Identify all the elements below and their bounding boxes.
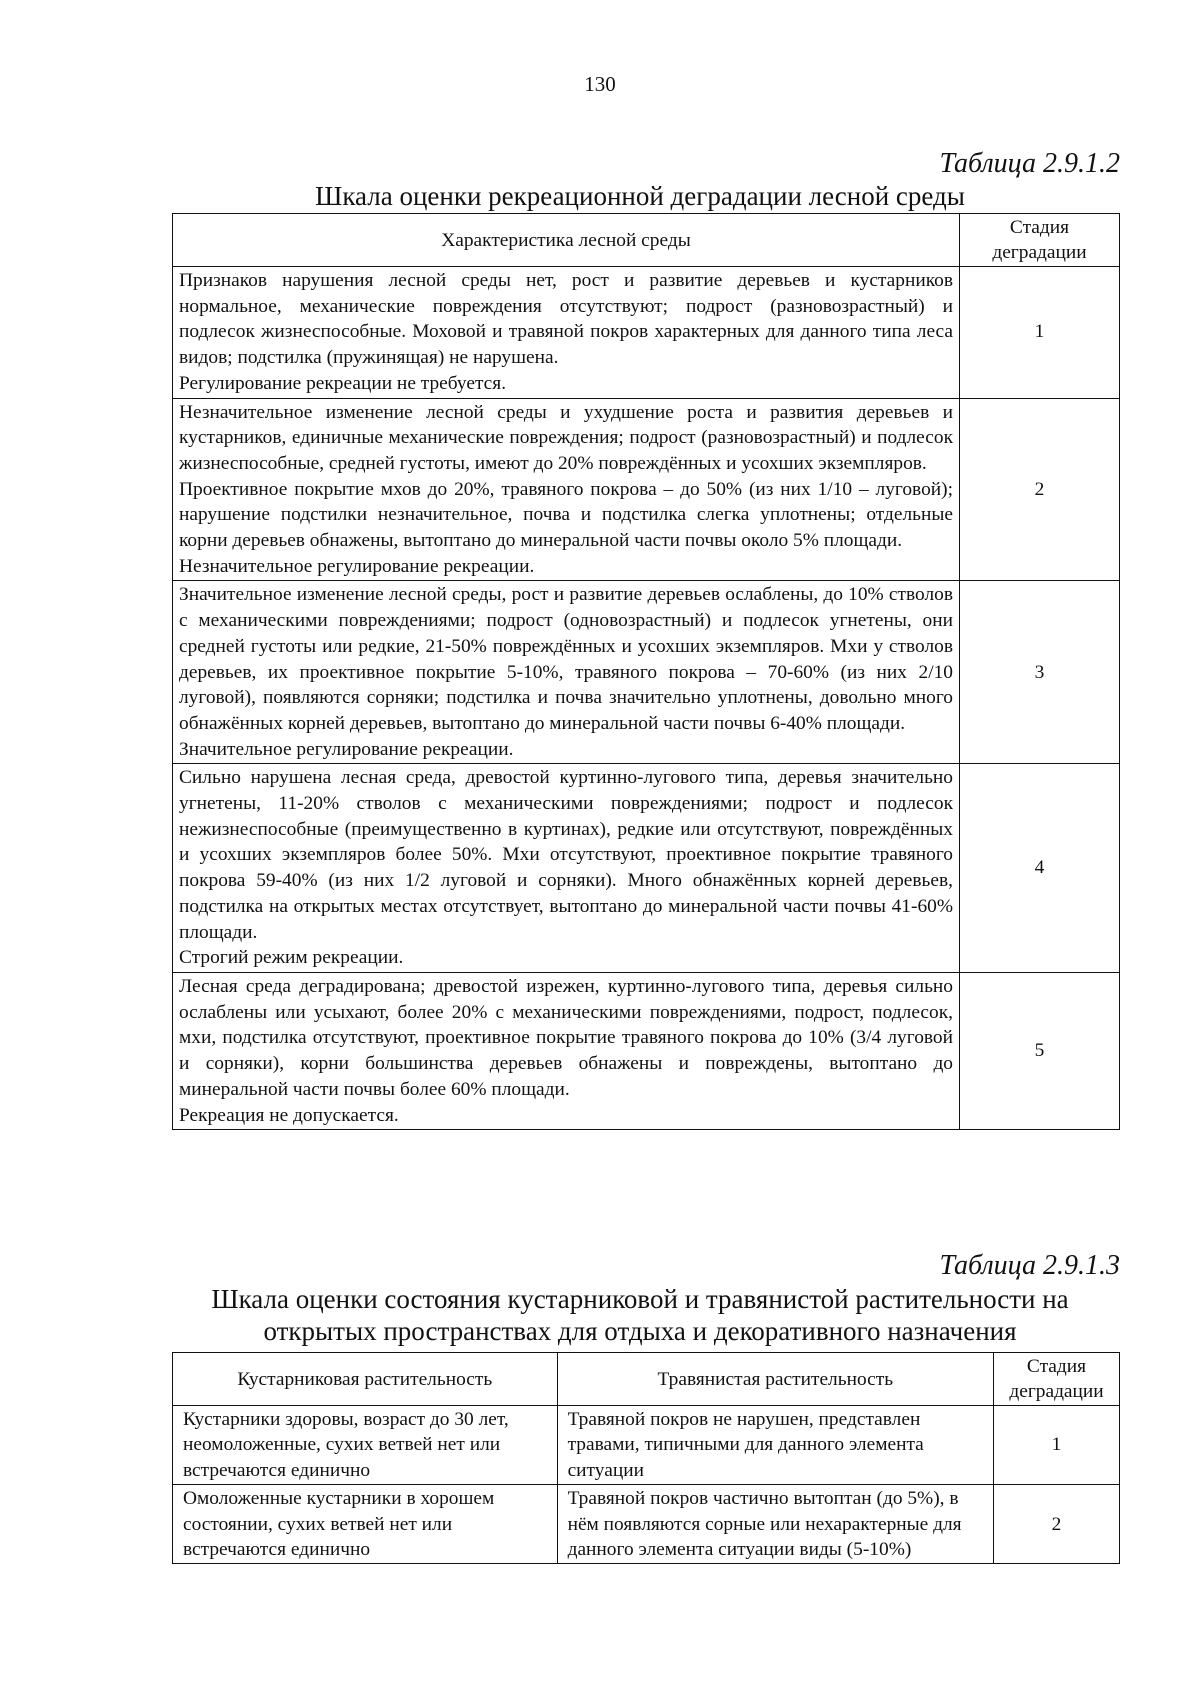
row-description xyxy=(173,581,960,764)
table-row xyxy=(173,398,1120,581)
paragraph: Признаков нарушения лесной среды нет, рост и развитие деревьев и кустарников нормальное, механические повреждения отсутствуют; подрост (разновозрастный) и подлесок жизнеспособные. Моховой и травяной покров характерных для данного типа леса видов; подстилка (пружинящая) не нарушена. xyxy=(179,270,953,369)
table-row xyxy=(173,764,1120,973)
table-label-2: Таблица 2.9.1.3 xyxy=(939,1250,1120,1281)
header-grass: Травянистая растительность xyxy=(557,1353,993,1406)
row-grass: Травяной покров частично вытоптан (до 5%), в нём появляются сорные или нехарактерные для данного элемента ситуации виды (5-10%) xyxy=(557,1485,993,1564)
table-row xyxy=(173,267,1120,399)
page-number: 130 xyxy=(584,72,616,96)
paragraph: Незначительное регулирование рекреации. xyxy=(179,555,535,577)
paragraph: Незначительное изменение лесной среды и ухудшение роста и развития деревьев и кустарников, единичные механические повреждения; подрост (разновозрастный) и подлесок жизнеспособные, средней густоты, имеют до 20% повреждённых и усохших экземпляров. xyxy=(179,401,953,474)
degradation-table-forest xyxy=(172,213,1120,1130)
paragraph: Строгий режим рекреации. xyxy=(179,947,404,969)
table-row xyxy=(173,1406,1120,1485)
paragraph: Значительное регулирование рекреации. xyxy=(179,738,514,760)
table-title-2: Шкала оценки состояния кустарниковой и травянистой растительности на открытых пространствах для отдыха и декоративного назначения xyxy=(211,1284,1069,1346)
row-description xyxy=(173,972,960,1129)
header-stage: Стадия деградации xyxy=(994,1353,1120,1406)
row-stage: 5 xyxy=(960,972,1120,1129)
paragraph: Проективное покрытие мхов до 20%, травяного покрова – до 50% (из них 1/10 – луговой); нарушение подстилки незначительное, почва и подстилка слегка уплотнены; отдельные корни деревьев обнажены, вытоптано до минеральной части почвы около 5% площади. xyxy=(179,478,953,552)
table-row xyxy=(173,581,1120,764)
row-stage: 4 xyxy=(960,764,1120,973)
table-title-1: Шкала оценки рекреационной деградации лесной среды xyxy=(315,181,965,211)
row-description xyxy=(173,267,960,399)
header-stage: Стадия деградации xyxy=(960,214,1120,267)
row-stage: 2 xyxy=(994,1485,1120,1564)
paragraph: Рекреация не допускается. xyxy=(179,1104,399,1126)
row-stage: 1 xyxy=(960,267,1120,399)
row-shrub: Омоложенные кустарники в хорошем состоянии, сухих ветвей нет или встречаются единично xyxy=(173,1485,558,1564)
row-grass: Травяной покров не нарушен, представлен травами, типичными для данного элемента ситуации xyxy=(557,1406,993,1485)
paragraph: Значительное изменение лесной среды, рост и развитие деревьев ослаблены, до 10% стволов с механическими повреждениями; подрост (одновозрастный) и подлесок угнетены, они средней густоты или редкие, 21-50% повреждённых и усохших экземпляров. Мхи у стволов деревьев, их проективное покрытие 5-10%, травяного покрова – 70-60% (из них 2/10 луговой), появляются сорняки; подстилка и почва значительно уплотнены, довольно много обнажённых корней деревьев, вытоптано до минеральной части почвы 6-40% площади. xyxy=(179,584,953,734)
header-characteristic: Характеристика лесной среды xyxy=(173,214,960,267)
paragraph: Сильно нарушена лесная среда, древостой куртинно-лугового типа, деревья значительно угнетены, 11-20% стволов с механическими повреждениями; подрост и подлесок нежизнеспособные (преимущественно в куртинах), редкие или отсутствуют, повреждённых и усохших экземпляров более 50%. Мхи отсутствуют, проективное покрытие травяного покрова 59-40% (из них 1/2 луговой и сорняки). Много обнажённых корней деревьев, подстилка на открытых местах отсутствует, вытоптано до минеральной части почвы 41-60% площади. xyxy=(179,767,953,943)
paragraph: Регулирование рекреации не требуется. xyxy=(179,372,507,394)
table-label-1: Таблица 2.9.1.2 xyxy=(939,148,1120,179)
row-stage: 2 xyxy=(960,398,1120,581)
row-shrub: Кустарники здоровы, возраст до 30 лет, неомоложенные, сухих ветвей нет или встречаются единично xyxy=(173,1406,558,1485)
table-row xyxy=(173,1485,1120,1564)
table-header-row xyxy=(173,214,1120,267)
paragraph: Лесная среда деградирована; древостой изрежен, куртинно-лугового типа, деревья сильно ослаблены или усыхают, более 20% с механическими повреждениями, подрост, подлесок, мхи, подстилка отсутствуют, проективное покрытие травяного покрова до 10% (3/4 луговой и сорняки), корни большинства деревьев обнажены и повреждены, вытоптано до минеральной части почвы более 60% площади. xyxy=(179,975,953,1100)
table-row xyxy=(173,972,1120,1129)
table-header-row xyxy=(173,1353,1120,1406)
row-description xyxy=(173,398,960,581)
row-stage: 3 xyxy=(960,581,1120,764)
row-description xyxy=(173,764,960,973)
header-shrub: Кустарниковая растительность xyxy=(173,1353,558,1406)
row-stage: 1 xyxy=(994,1406,1120,1485)
degradation-table-shrub-grass xyxy=(172,1352,1120,1564)
